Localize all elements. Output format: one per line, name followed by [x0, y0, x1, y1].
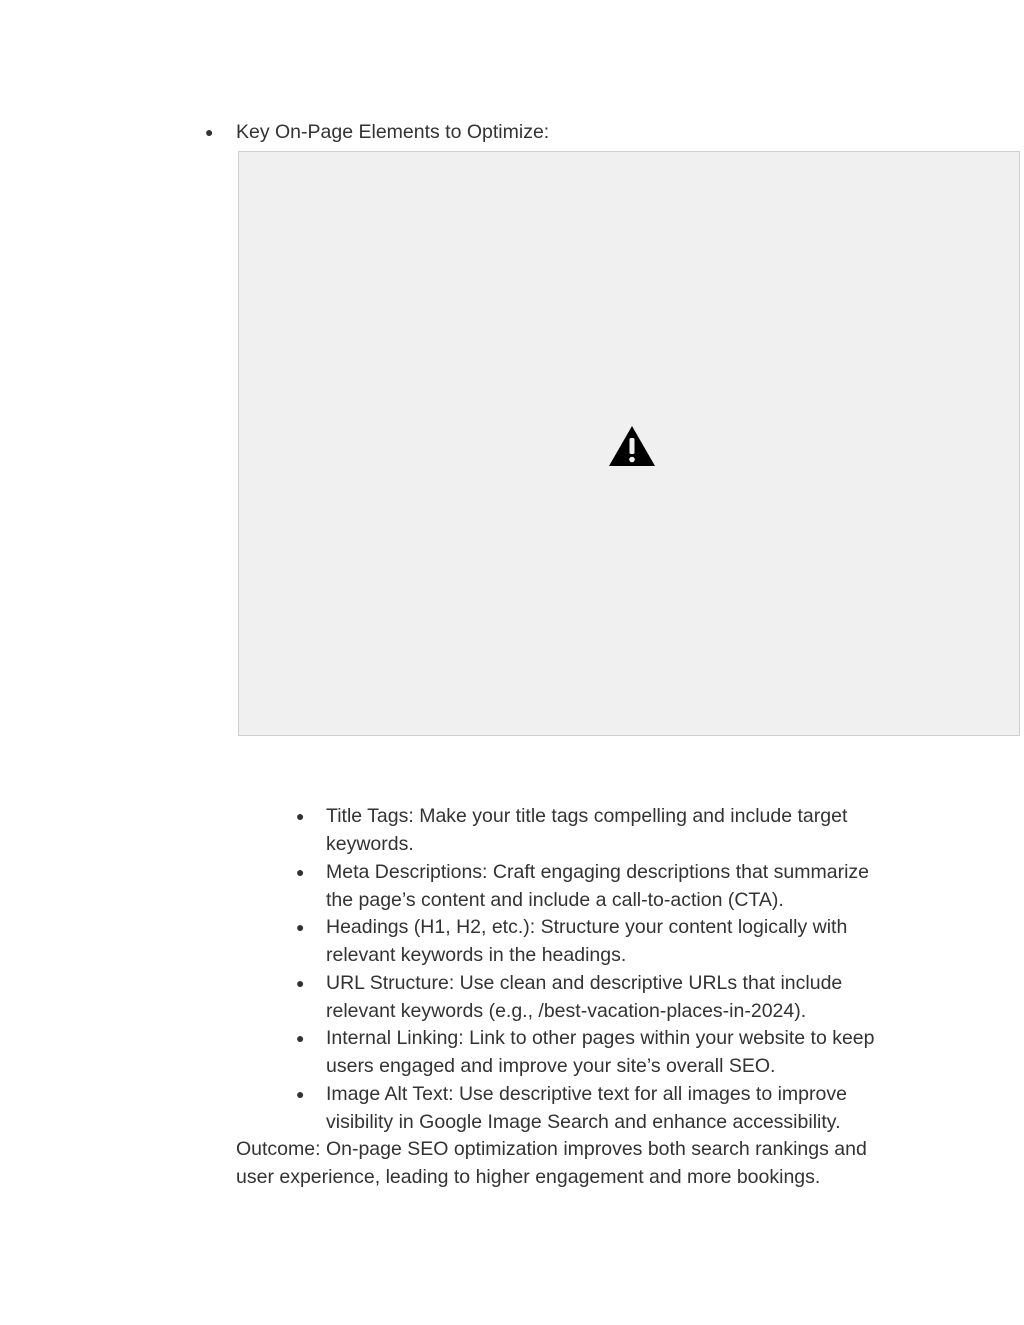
list-bullet: ● — [205, 124, 214, 140]
list-bullet: ● — [296, 919, 305, 935]
warning-icon — [608, 425, 656, 467]
list-bullet: ● — [296, 975, 305, 991]
list-item-line: URL Structure: Use clean and descriptive URLs that include — [326, 972, 843, 994]
list-item — [0, 1024, 1024, 1080]
list-item-line: Image Alt Text: Use descriptive text for all images to improve — [326, 1083, 847, 1105]
list-bullet: ● — [296, 1086, 305, 1102]
list-item — [0, 802, 1024, 858]
list-item-line: keywords. — [326, 833, 414, 855]
list-item-line: the page’s content and include a call-to-action (CTA). — [326, 889, 784, 911]
list-item-line: Internal Linking: Link to other pages within your website to keep — [326, 1027, 875, 1049]
list-item-line: Headings (H1, H2, etc.): Structure your content logically with — [326, 916, 848, 938]
list-bullet: ● — [296, 1030, 305, 1046]
list-item — [0, 858, 1024, 914]
list-item — [0, 913, 1024, 969]
list-item-line: visibility in Google Image Search and enhance accessibility. — [326, 1111, 841, 1133]
list-item-line: Meta Descriptions: Craft engaging descriptions that summarize — [326, 861, 869, 883]
list-item — [0, 1080, 1024, 1136]
list-item-line: users engaged and improve your site’s overall SEO. — [326, 1055, 776, 1077]
list-item-line: Title Tags: Make your title tags compelling and include target — [326, 805, 848, 827]
outcome-paragraph-line: Outcome: On-page SEO optimization improves both search rankings and — [236, 1138, 867, 1160]
list-item — [0, 969, 1024, 1025]
outcome-paragraph-line: user experience, leading to higher engagement and more bookings. — [236, 1166, 821, 1188]
list-bullet: ● — [296, 864, 305, 880]
list-item-line: relevant keywords in the headings. — [326, 944, 627, 966]
image-placeholder — [238, 151, 1020, 736]
list-item-line: relevant keywords (e.g., /best-vacation-places-in-2024). — [326, 1000, 807, 1022]
list-bullet: ● — [296, 808, 305, 824]
list-item-label: Key On-Page Elements to Optimize: — [236, 121, 550, 143]
